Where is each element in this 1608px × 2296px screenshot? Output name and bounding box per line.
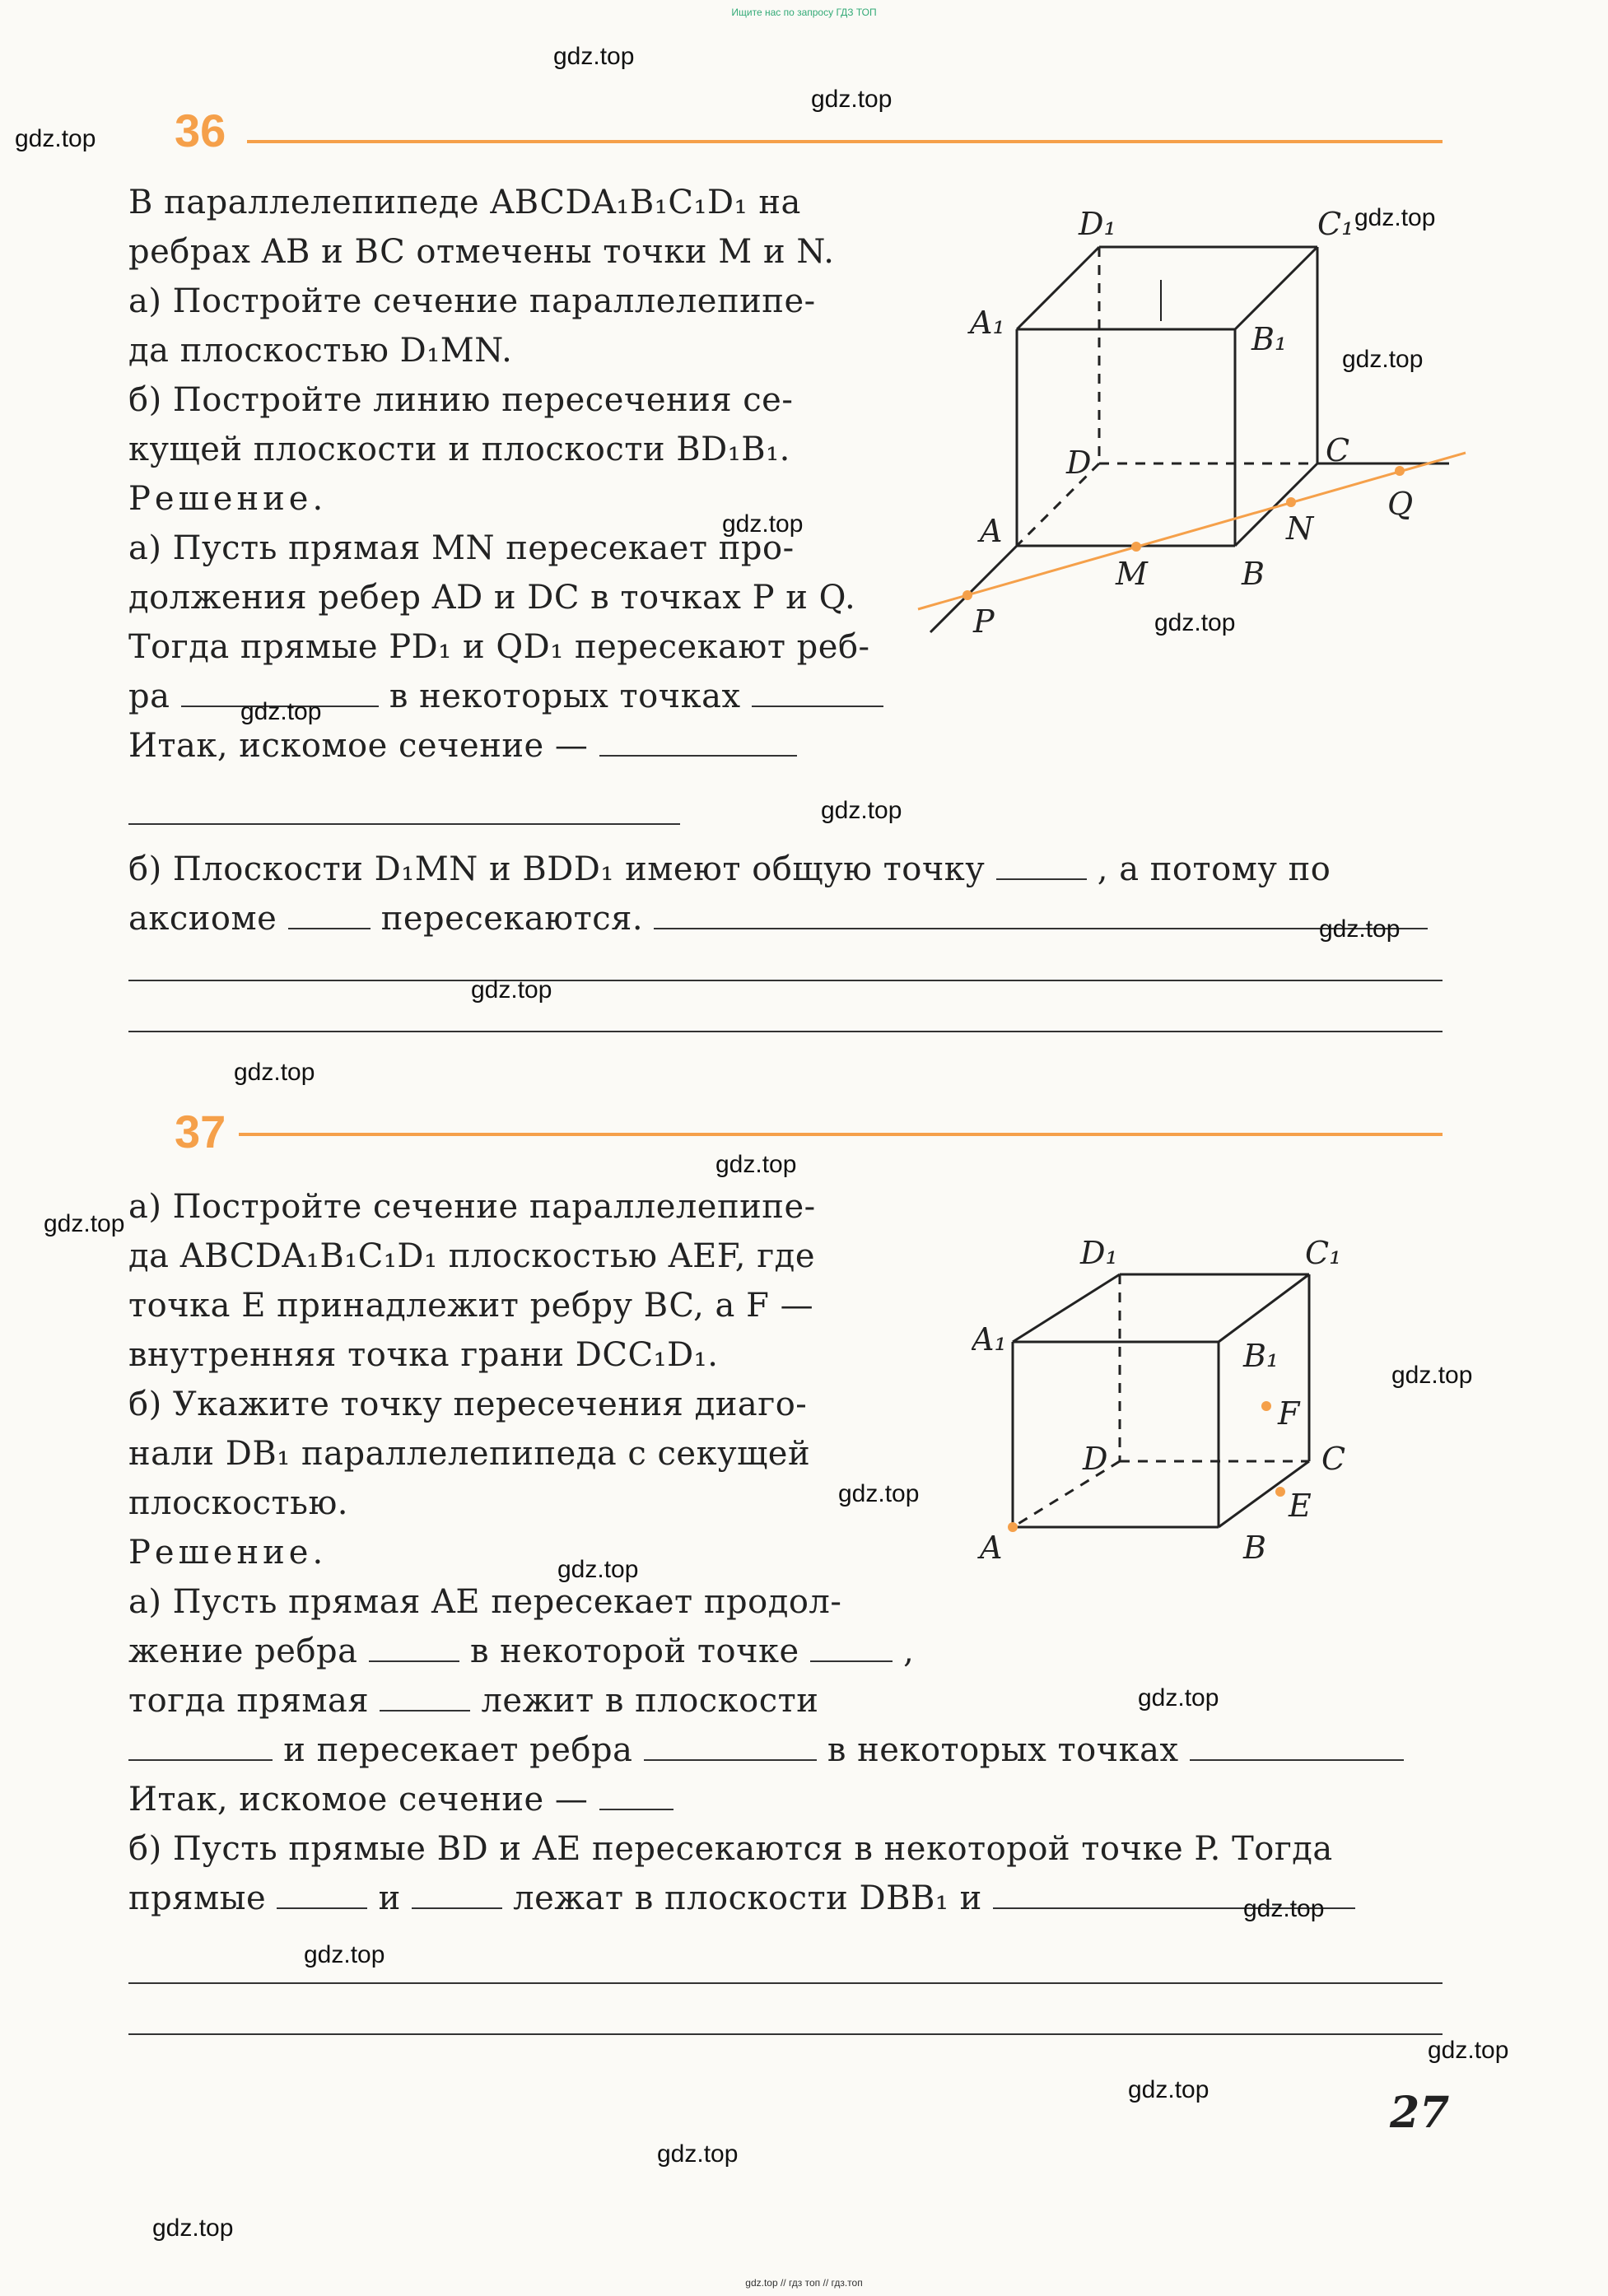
watermark-text: gdz.top — [44, 1210, 125, 1237]
text-fragment: Итак, искомое сечение — — [128, 1781, 589, 1819]
text-line — [128, 894, 1428, 943]
text-line: да плоскостью D₁MN. — [128, 332, 513, 370]
text-line: ребрах AB и BC отмечены точки M и N. — [128, 233, 835, 271]
text-fragment: жение ребра — [128, 1632, 358, 1670]
text-fragment: б) Плоскости D₁MN и BDD₁ имеют общую точку — [128, 850, 986, 888]
watermark-text: gdz.top — [1354, 204, 1436, 231]
watermark-text: gdz.top — [1243, 1895, 1325, 1922]
answer-blank[interactable] — [128, 1730, 273, 1761]
watermark-text: gdz.top — [15, 125, 96, 152]
label-A1: A₁ — [972, 1321, 1007, 1358]
text-line: да ABCDA₁B₁C₁D₁ плоскостью AEF, где — [128, 1237, 815, 1275]
watermark-text: gdz.top — [1342, 346, 1424, 373]
label-C1: C₁ — [1317, 206, 1354, 242]
watermark-text: gdz.top — [722, 510, 804, 538]
text-line — [128, 1775, 673, 1824]
text-fragment: и пересекает ребра — [283, 1731, 633, 1769]
label-E: E — [1289, 1488, 1312, 1524]
text-line: б) Постройте линию пересечения се- — [128, 381, 794, 419]
answer-line[interactable] — [128, 1982, 1443, 1984]
text-fragment: Итак, искомое сечение — — [128, 727, 589, 765]
text-fragment: в некоторой точке — [469, 1632, 799, 1670]
problem-36-text — [128, 178, 883, 771]
text-line: В параллелепипеде ABCDA₁B₁C₁D₁ на — [128, 184, 801, 221]
text-line: внутренняя точка грани DCC₁D₁. — [128, 1336, 719, 1374]
text-fragment: в некоторых точках — [389, 678, 741, 715]
text-line: а) Постройте сечение параллелепипе- — [128, 282, 816, 320]
watermark-text: gdz.top — [1428, 2037, 1509, 2064]
watermark-text: gdz.top — [234, 1059, 315, 1086]
answer-line[interactable] — [128, 823, 680, 825]
watermark-text: gdz.top — [657, 2140, 739, 2168]
answer-line[interactable] — [128, 1031, 1443, 1032]
problem-37-number: 37 — [175, 1106, 226, 1157]
watermark-text: gdz.top — [838, 1480, 920, 1507]
watermark-text: gdz.top — [553, 43, 635, 70]
watermark-text: gdz.top — [152, 2214, 234, 2242]
label-D1: D₁ — [1079, 206, 1116, 242]
watermark-text: gdz.top — [240, 698, 322, 725]
watermark-text: gdz.top — [821, 797, 902, 824]
watermark-text: gdz.top — [1154, 609, 1236, 636]
text-fragment: лежат в плоскости DBB₁ и — [513, 1879, 982, 1917]
answer-blank[interactable] — [1190, 1730, 1404, 1761]
label-C: C — [1321, 1441, 1346, 1477]
problem-36-number: 36 — [175, 105, 226, 156]
label-B: B — [1242, 556, 1265, 592]
label-P: P — [973, 603, 995, 640]
footer-note: gdz.top // гдз топ // гдз.топ — [745, 2277, 863, 2289]
watermark-text: gdz.top — [1319, 915, 1401, 943]
text-line — [128, 1874, 1355, 1923]
problem-37-rule — [239, 1133, 1443, 1136]
answer-blank[interactable] — [369, 1631, 459, 1662]
answer-blank[interactable] — [599, 1779, 673, 1810]
label-A: A — [980, 513, 1003, 549]
header-note: Ищите нас по запросу ГДЗ ТОП — [731, 7, 877, 18]
text-line: нали DB₁ параллелепипеда с секущей — [128, 1435, 811, 1473]
answer-blank[interactable] — [380, 1680, 470, 1712]
text-line: Тогда прямые PD₁ и QD₁ пересекают реб- — [128, 628, 870, 666]
problem-37-text — [128, 1182, 914, 1725]
label-A1: A₁ — [970, 305, 1005, 341]
label-B1: B₁ — [1251, 321, 1288, 357]
text-line: плоскостью. — [128, 1484, 348, 1522]
text-fragment: ра — [128, 678, 170, 715]
text-line — [128, 1725, 1404, 1775]
answer-blank[interactable] — [996, 849, 1087, 880]
text-fragment: пересекаются. — [380, 900, 644, 938]
answer-line[interactable] — [128, 2033, 1443, 2035]
text-line: а) Пусть прямая MN пересекает про- — [128, 529, 795, 567]
answer-blank[interactable] — [654, 898, 1428, 929]
text-fragment: , а потому по — [1097, 850, 1331, 888]
text-fragment: тогда прямая — [128, 1682, 370, 1720]
watermark-text: gdz.top — [715, 1151, 797, 1178]
text-line: б) Укажите точку пересечения диаго- — [128, 1386, 808, 1423]
label-M: M — [1116, 556, 1148, 592]
text-line: кущей плоскости и плоскости BD₁B₁. — [128, 431, 790, 468]
text-line: б) Пусть прямые BD и AE пересекаются в некоторой точке P. Тогда — [128, 1830, 1333, 1868]
watermark-text: gdz.top — [304, 1941, 385, 1968]
label-A: A — [980, 1530, 1003, 1566]
solution-heading: Решение. — [128, 480, 328, 518]
text-fragment: лежит в плоскости — [481, 1682, 819, 1720]
figure-37-parallelepiped — [972, 1218, 1400, 1581]
watermark-text: gdz.top — [1128, 2076, 1209, 2103]
label-D: D — [1066, 445, 1092, 481]
text-line: а) Пусть прямая AE пересекает продол- — [128, 1583, 842, 1621]
label-D: D — [1083, 1441, 1108, 1477]
watermark-text: gdz.top — [1138, 1684, 1219, 1712]
text-line: а) Постройте сечение параллелепипе- — [128, 1188, 816, 1226]
answer-blank[interactable] — [599, 725, 797, 757]
answer-blank[interactable] — [644, 1730, 817, 1761]
text-line — [128, 721, 883, 771]
label-B1: B₁ — [1243, 1338, 1279, 1374]
label-C: C — [1326, 432, 1350, 468]
text-line — [128, 1676, 914, 1725]
text-line: жение ребра в некоторой точке , — [128, 1632, 915, 1670]
watermark-text: gdz.top — [471, 976, 552, 1004]
label-F: F — [1278, 1395, 1300, 1432]
text-fragment: и — [378, 1879, 401, 1917]
figure-36-parallelepiped — [906, 198, 1482, 659]
label-C1: C₁ — [1305, 1235, 1342, 1271]
label-N: N — [1286, 510, 1314, 547]
answer-blank[interactable] — [412, 1878, 502, 1909]
text-fragment: прямые — [128, 1879, 267, 1917]
page-number: 27 — [1390, 2088, 1450, 2138]
answer-blank[interactable] — [277, 1878, 367, 1909]
problem-36-rule — [247, 140, 1443, 143]
watermark-text: gdz.top — [811, 86, 893, 113]
answer-blank[interactable] — [288, 898, 371, 929]
answer-blank[interactable] — [752, 676, 883, 707]
solution-heading: Решение. — [128, 1534, 328, 1572]
answer-blank[interactable] — [810, 1631, 893, 1662]
answer-line[interactable] — [128, 980, 1443, 981]
text-line: точка E принадлежит ребру BC, а F — — [128, 1287, 814, 1325]
label-D1: D₁ — [1080, 1235, 1118, 1271]
text-line — [128, 845, 1331, 894]
label-B: B — [1243, 1530, 1266, 1566]
watermark-text: gdz.top — [557, 1556, 639, 1583]
label-Q: Q — [1387, 486, 1414, 522]
watermark-text: gdz.top — [1391, 1362, 1473, 1389]
text-fragment: аксиоме — [128, 900, 277, 938]
text-fragment: в некоторых точках — [827, 1731, 1179, 1769]
text-line: должения ребер AD и DC в точках P и Q. — [128, 579, 856, 617]
